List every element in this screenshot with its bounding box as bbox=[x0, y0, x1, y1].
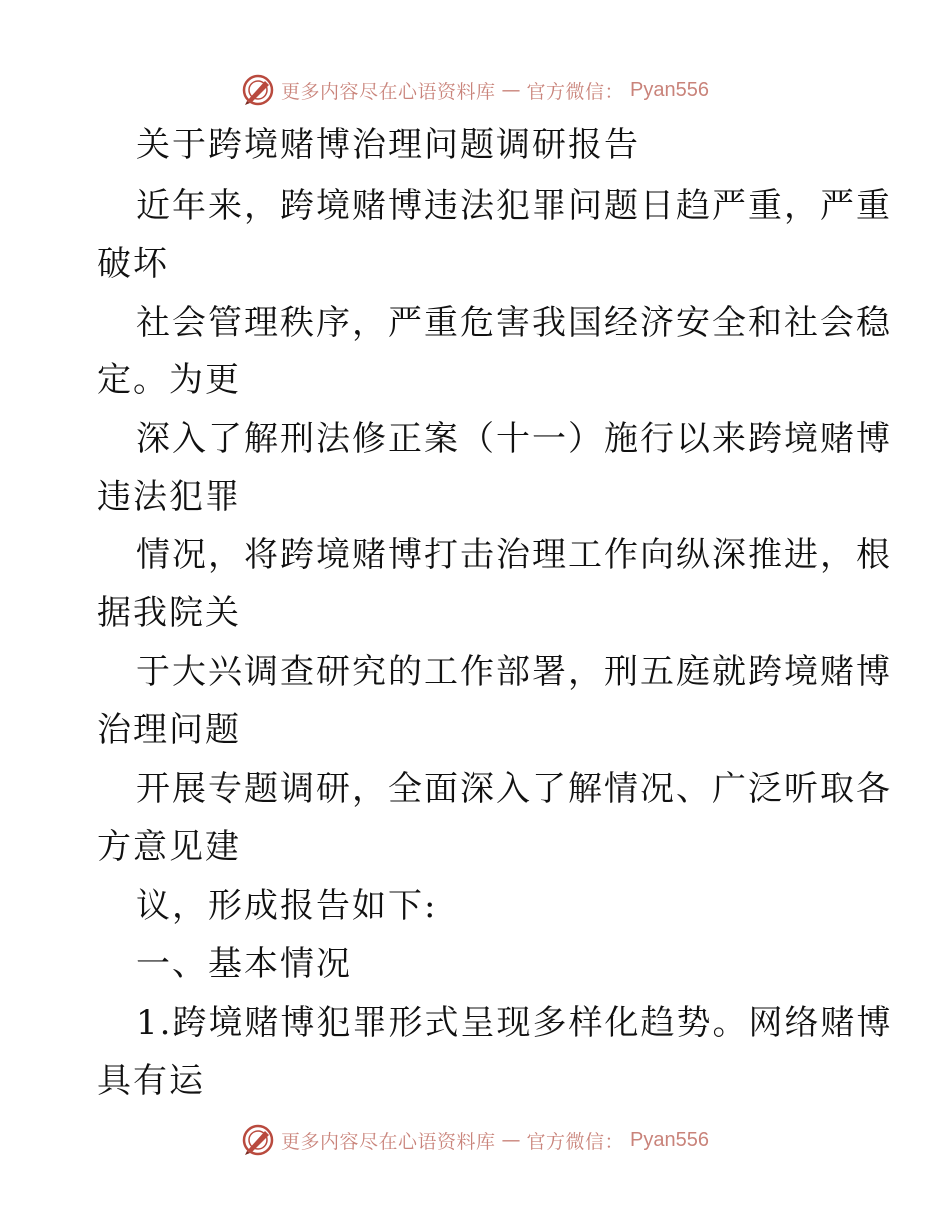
watermark-separator: — bbox=[501, 1129, 521, 1151]
paragraph-line: 社会管理秩序，严重危害我国经济安全和社会稳 bbox=[136, 303, 892, 343]
paragraph-line: 深入了解刑法修正案（十一）施行以来跨境赌博 bbox=[136, 419, 892, 459]
watermark-footer bbox=[0, 1120, 950, 1160]
pen-logo-icon bbox=[241, 73, 275, 107]
watermark-contact: 官方微信： bbox=[526, 80, 625, 103]
paragraph-line: 1.跨境赌博犯罪形式呈现多样化趋势。网络赌博 bbox=[136, 1003, 893, 1043]
paragraph-line: 开展专题调研，全面深入了解情况、广泛听取各 bbox=[136, 769, 892, 809]
document-title: 关于跨境赌博治理问题调研报告 bbox=[136, 125, 640, 165]
paragraph-line: 于大兴调查研究的工作部署，刑五庭就跨境赌博 bbox=[136, 652, 892, 692]
watermark-text: 更多内容尽在心语资料库 bbox=[281, 1130, 496, 1153]
paragraph-line: 议，形成报告如下: bbox=[136, 886, 438, 926]
paragraph-line: 情况，将跨境赌博打击治理工作向纵深推进，根 bbox=[136, 535, 892, 575]
pen-logo-icon bbox=[241, 1123, 275, 1157]
section-heading: 一、基本情况 bbox=[136, 944, 352, 984]
watermark-id: Pyan556 bbox=[630, 1128, 709, 1151]
paragraph-line: 方意见建 bbox=[97, 827, 241, 867]
paragraph-line: 具有运 bbox=[97, 1061, 205, 1101]
paragraph-line: 破坏 bbox=[97, 244, 169, 284]
paragraph-line: 违法犯罪 bbox=[97, 477, 241, 517]
paragraph-line: 据我院关 bbox=[97, 593, 241, 633]
watermark-id: Pyan556 bbox=[630, 78, 709, 101]
paragraph-line: 近年来，跨境赌博违法犯罪问题日趋严重，严重 bbox=[136, 186, 892, 226]
watermark-text: 更多内容尽在心语资料库 bbox=[281, 80, 496, 103]
watermark-contact: 官方微信： bbox=[526, 1130, 625, 1153]
paragraph-line: 定。为更 bbox=[97, 360, 241, 400]
paragraph-line: 治理问题 bbox=[97, 710, 241, 750]
watermark-header bbox=[0, 70, 950, 110]
watermark-separator: — bbox=[501, 79, 521, 101]
